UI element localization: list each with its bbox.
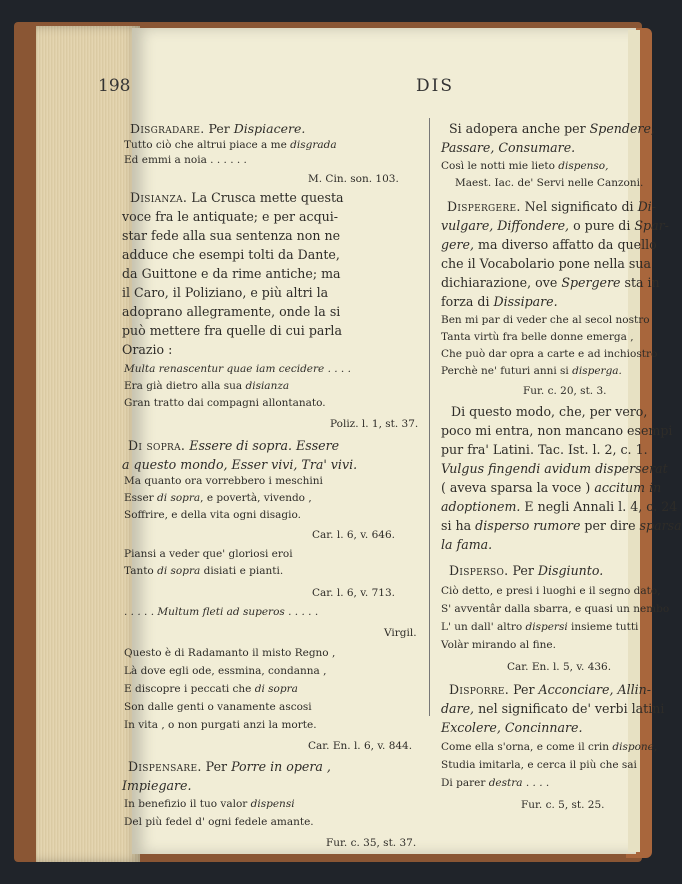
quote-line: Esser di sopra, e povertà, vivendo , — [124, 492, 312, 504]
citation: Fur. c. 5, st. 25. — [521, 799, 605, 811]
quote-line: Gran tratto dai compagni allontanato. — [124, 397, 326, 409]
citation: Maest. Iac. de' Servi nelle Canzoni. — [455, 177, 644, 189]
text-line: ( aveva sparsa la voce ) accitum in — [441, 480, 662, 495]
quote-line: Che può dar opra a carte e ad inchiostro — [441, 348, 658, 360]
quote-line: Studia imitarla, e cerca il più che sai — [441, 759, 637, 771]
entry-disporre: Disporre. Per Acconciare, Allin- — [449, 682, 652, 697]
text-line: star fede alla sua sentenza non ne — [122, 228, 341, 243]
text-line: poco mi entra, non mancano esempi — [441, 423, 673, 438]
text-line: può mettere fra quelle di cui parla — [122, 323, 342, 338]
entry-di-sopra: Di sopra. Essere di sopra. Essere — [128, 438, 340, 453]
entry-dispergere: Dispergere. Nel significato di Di- — [447, 199, 656, 214]
quote-line: Di parer destra . . . . — [441, 777, 550, 789]
text-line: il Caro, il Poliziano, e più altri la — [122, 285, 329, 300]
text-line: adoptionem. E negli Annali l. 4, c. 24 — [441, 499, 678, 514]
quote-line: Così le notti mie lieto dispenso, — [441, 160, 609, 172]
quote-line: In vita , o non purgati anzi la morte. — [124, 719, 317, 731]
citation: Fur. c. 20, st. 3. — [523, 385, 607, 397]
entry-disgradare: Disgradare. Per Dispiacere. — [130, 121, 306, 136]
quote-line: Volàr mirando al fine. — [441, 639, 556, 651]
quote-line: Del più fedel d' ogni fedele amante. — [124, 816, 314, 828]
citation: Virgil. — [384, 627, 417, 639]
citation: M. Cin. son. 103. — [308, 173, 399, 185]
citation: Car. l. 6, v. 713. — [312, 587, 395, 599]
text-line: da Guittone e da rime antiche; ma — [122, 266, 341, 281]
quote-line: Ben mi par di veder che al secol nostro — [441, 314, 650, 326]
text-line: a questo mondo, Esser vivi, Tra' vivi. — [122, 457, 358, 472]
quote-line: Tanto di sopra disiati e pianti. — [124, 565, 284, 577]
quote-line: Là dove egli ode, essmina, condanna , — [124, 665, 327, 677]
citation: Car. En. l. 6, v. 844. — [308, 740, 413, 752]
entry-disperso: Disperso. Per Disgiunto. — [449, 563, 604, 578]
quote-line: Ma quanto ora vorrebbero i meschini — [124, 475, 323, 487]
quote-line: Era già dietro alla sua disianza — [124, 380, 290, 392]
text-line: adoprano allegramente, onde la si — [122, 304, 341, 319]
quote-line: Piansi a veder que' gloriosi eroi — [124, 548, 293, 560]
text-line: gere, ma diverso affatto da quello — [441, 237, 657, 252]
text-line: vulgare, Diffondere, o pure di Spar- — [441, 218, 669, 233]
quote-line: S' avventâr dalla sbarra, e quasi un nembo — [441, 603, 670, 615]
column-divider — [429, 118, 430, 716]
quote-line: Tanta virtù fra belle donne emerga , — [441, 331, 634, 343]
citation: Car. En. l. 5, v. 436. — [507, 661, 612, 673]
text-line: forza di Dissipare. — [441, 294, 558, 309]
text-line: Passare, Consumare. — [441, 140, 576, 155]
quote-line: Soffrire, e della vita ogni disagio. — [124, 509, 301, 521]
quote-line: . . . . . Multum fleti ad superos . . . . . — [124, 606, 319, 618]
text-line: dichiarazione, ove Spergere sta in — [441, 275, 660, 290]
quote-line: E discopre i peccati che di sopra — [124, 683, 298, 695]
entry-disianza: Disianza. La Crusca mette questa — [130, 190, 344, 205]
page-header — [98, 76, 618, 96]
text-line: la fama. — [441, 537, 493, 552]
running-head: DIS — [416, 76, 454, 96]
text-line: pur fra' Latini. Tac. Ist. l. 2, c. 1. — [441, 442, 648, 457]
text-line: Vulgus fingendi avidum disperserat — [441, 461, 668, 476]
citation: Poliz. l. 1, st. 37. — [330, 418, 419, 430]
quote-line: Questo è di Radamanto il misto Regno , — [124, 647, 336, 659]
text-line: Di questo modo, che, per vero, — [451, 404, 648, 419]
quote-line: In benefizio il tuo valor dispensi — [124, 798, 295, 810]
text-line: Si adopera anche per Spendere, — [449, 121, 655, 136]
quote-line: Perchè ne' futuri anni si disperga. — [441, 365, 622, 377]
quote-line: Son dalle genti o vanamente ascosi — [124, 701, 312, 713]
text-line: si ha disperso rumore per dire sparsa — [441, 518, 682, 533]
quote-line: L' un dall' altro dispersi insieme tutti — [441, 621, 639, 633]
text-line: che il Vocabolario pone nella sua — [441, 256, 651, 271]
text-line: Orazio : — [122, 342, 173, 357]
quote-line: Ed emmi a noia . . . . . . — [124, 154, 247, 166]
citation: Car. l. 6, v. 646. — [312, 529, 395, 541]
quote-line: Ciò detto, e presi i luoghi e il segno dato, — [441, 585, 661, 597]
entry-dispensare: Dispensare. Per Porre in opera , — [128, 759, 331, 774]
quote-line: Tutto ciò che altrui piace a me disgrada — [124, 139, 337, 151]
quote-line: Come ella s'orna, e come il crin dispone, — [441, 741, 658, 753]
citation: Fur. c. 35, st. 37. — [326, 837, 417, 849]
text-line: dare, nel significato de' verbi latini — [441, 701, 665, 716]
text-line: voce fra le antiquate; e per acqui- — [122, 209, 339, 224]
text-line: adduce che esempi tolti da Dante, — [122, 247, 340, 262]
quote-line: Multa renascentur quae iam cecidere . . . . — [124, 363, 351, 375]
page-number: 198 — [98, 76, 131, 96]
text-line: Impiegare. — [122, 778, 192, 793]
text-line: Excolere, Concinnare. — [441, 720, 583, 735]
